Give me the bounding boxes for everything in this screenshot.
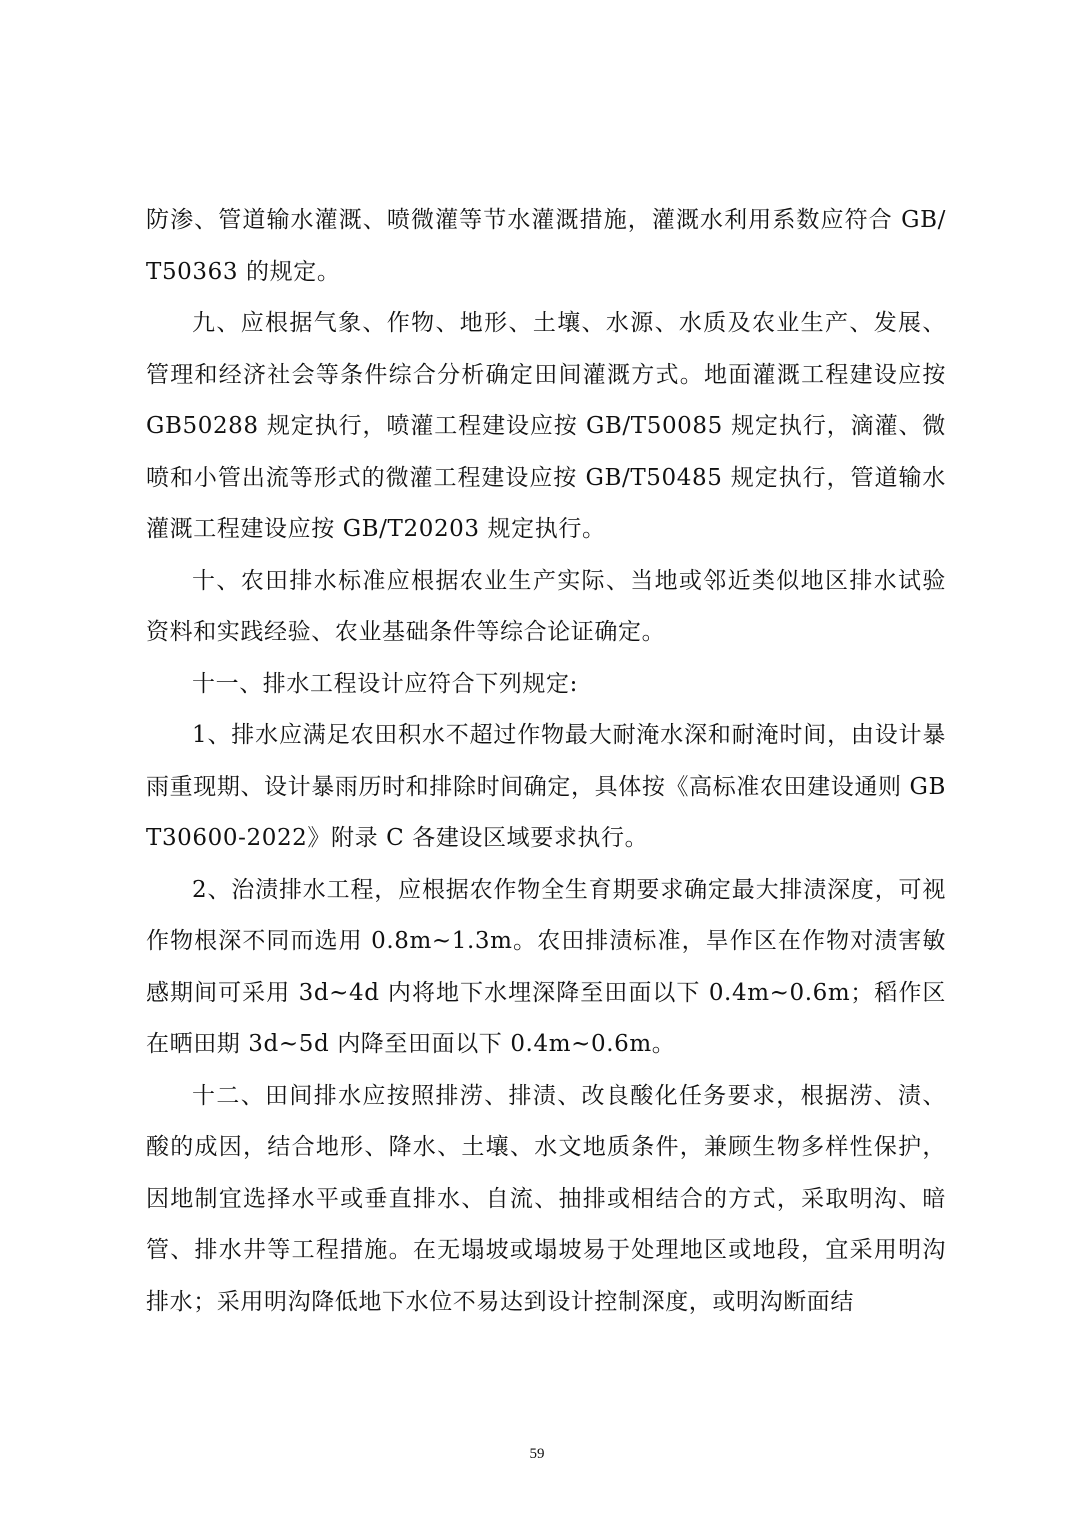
paragraph-item-12: 十二、田间排水应按照排涝、排渍、改良酸化任务要求，根据涝、渍、酸的成因，结合地形、降水、土壤、水文地质条件，兼顾生物多样性保护，因地制宜选择水平或垂直排水、自流、抽排或相结合的方式，采取明沟、暗管、排水井等工程措施。在无塌坡或塌坡易于处理地区或地段，宜采用明沟排水；采用明沟降低地下水位不易达到设计控制深度，或明沟断面结: [146, 1082, 946, 1315]
paragraph-item-11-1: 1、排水应满足农田积水不超过作物最大耐淹水深和耐淹时间，由设计暴雨重现期、设计暴雨历时和排除时间确定，具体按《高标准农田建设通则 GBT30600-2022》附录 C 各建设区域要求执行。: [146, 722, 946, 851]
paragraph-item-10: 十、农田排水标准应根据农业生产实际、当地或邻近类似地区排水试验资料和实践经验、农业基础条件等综合论证确定。: [146, 567, 946, 645]
paragraph-item-9: 九、应根据气象、作物、地形、土壤、水源、水质及农业生产、发展、管理和经济社会等条件综合分析确定田间灌溉方式。地面灌溉工程建设应按 GB50288 规定执行，喷灌工程建设应按 GB/T50085 规定执行，滴灌、微喷和小管出流等形式的微灌工程建设应按 GB/T50485 规定执行，管道输水灌溉工程建设应按 GB/T20203 规定执行。: [146, 310, 946, 542]
paragraph-item-11: 十一、排水工程设计应符合下列规定:: [192, 670, 578, 697]
page-number: 59: [529, 1446, 545, 1462]
body-text: [146, 195, 946, 1328]
paragraph-continuation: 防渗、管道输水灌溉、喷微灌等节水灌溉措施，灌溉水利用系数应符合 GB/T50363 的规定。: [146, 207, 946, 285]
paragraph-item-11-2: 2、治渍排水工程，应根据农作物全生育期要求确定最大排渍深度，可视作物根深不同而选用 0.8m~1.3m。农田排渍标准，旱作区在作物对渍害敏感期间可采用 3d~4d 内将地下水埋深降至田面以下 0.4m~0.6m；稻作区在晒田期 3d~5d 内降至田面以下 0.4m~0.6m。: [146, 876, 946, 1057]
